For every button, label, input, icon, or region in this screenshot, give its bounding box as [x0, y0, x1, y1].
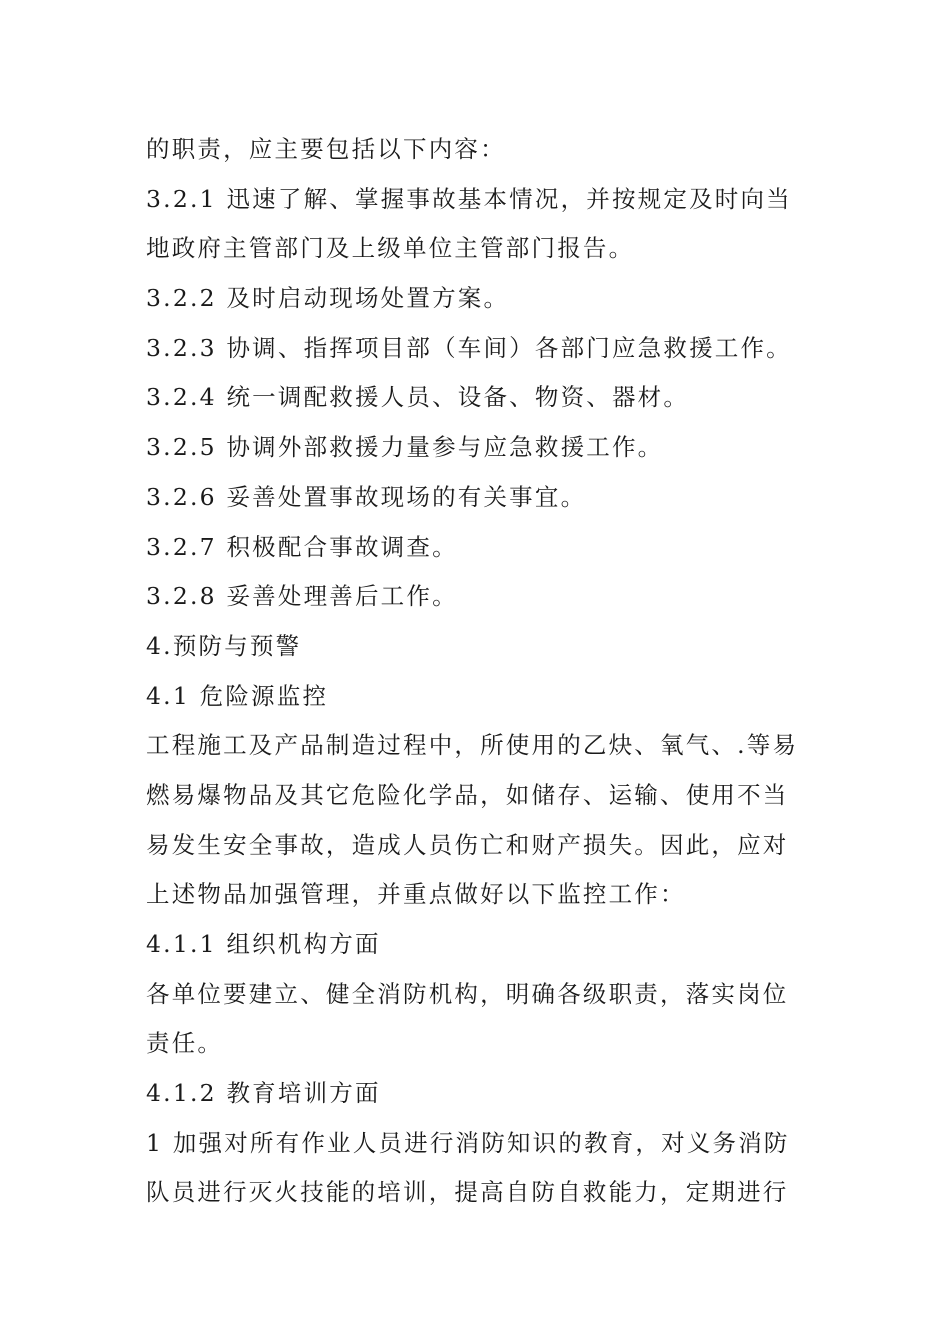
document-body [146, 125, 806, 1218]
text-line: 3.2.7 积极配合事故调查。 [146, 532, 458, 561]
text-line: 上述物品加强管理，并重点做好以下监控工作： [146, 880, 686, 909]
text-line: 3.2.2 及时启动现场处置方案。 [146, 284, 510, 313]
text-line: 责任。 [146, 1029, 224, 1058]
subsection-heading: 4.1 危险源监控 [146, 681, 329, 710]
text-line: 3.2.6 妥善处置事故现场的有关事宜。 [146, 482, 587, 511]
text-line: 工程施工及产品制造过程中，所使用的乙炔、氧气、.等易 [146, 731, 799, 760]
text-line: 各单位要建立、健全消防机构，明确各级职责，落实岗位 [146, 979, 789, 1008]
text-line: 地政府主管部门及上级单位主管部门报告。 [146, 234, 635, 263]
text-line: 易发生安全事故，造成人员伤亡和财产损失。因此，应对 [146, 830, 789, 859]
subsection-heading: 4.1.1 组织机构方面 [146, 930, 381, 958]
text-line: 3.2.4 统一调配救援人员、设备、物资、器材。 [146, 383, 690, 412]
text-line: 燃易爆物品及其它危险化学品，如储存、运输、使用不当 [146, 780, 789, 809]
text-line: 1 加强对所有作业人员进行消防知识的教育，对义务消防 [146, 1128, 790, 1157]
text-line: 3.2.1 迅速了解、掌握事故基本情况，并按规定及时向当 [146, 184, 792, 213]
text-line: 的职责，应主要包括以下内容： [146, 135, 506, 163]
text-line: 3.2.3 协调、指挥项目部（车间）各部门应急救援工作。 [146, 333, 792, 362]
section-heading: 4.预防与预警 [146, 631, 302, 660]
subsection-heading: 4.1.2 教育培训方面 [146, 1079, 381, 1108]
text-line: 3.2.5 协调外部救援力量参与应急救援工作。 [146, 433, 664, 462]
text-line: 队员进行灭火技能的培训，提高自防自救能力，定期进行 [146, 1178, 789, 1207]
text-line: 3.2.8 妥善处理善后工作。 [146, 582, 458, 611]
